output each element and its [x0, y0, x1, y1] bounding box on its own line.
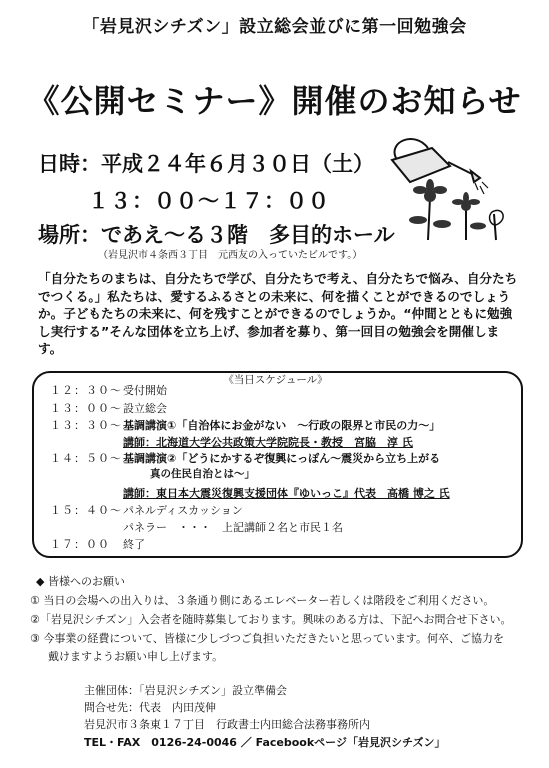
schedule-event: 設立総会: [123, 402, 167, 415]
schedule-time: １７：００: [50, 538, 110, 551]
intro-paragraph: 「自分たちのまちは、自分たちで学び、自分たちで考え、自分たちで悩み、自分たちでつくる。」私たちは、愛するふるさとの未来に、何を描くことができるのでしょうか。子どもたちの未来に、何を残すことができるのでしょうか。“仲間とともに勉強し実行する”そんな団体を立ち上げ、参加者を募り、第一回目の勉強会を開催します。: [38, 271, 518, 356]
schedule-time: １４：５０～: [50, 452, 122, 465]
note-item: ②「岩見沢シチズン」入会者を随時募集しております。興味のある方は、下記へお問合せ下さい。: [30, 613, 512, 626]
schedule-event: 基調講演②「どうにかするぞ復興にっぽん～震災から立ち上がる: [123, 452, 441, 465]
schedule-lecturer: 講師：北海道大学公共政策大学院院長・教授 宮脇 淳 氏: [123, 436, 413, 449]
organizer: 主催団体：「岩見沢シチズン」設立準備会: [84, 684, 288, 697]
note-item-cont: 戴けますようお願い申し上げます。: [48, 650, 224, 663]
tel-fax: TEL・FAX 0126-24-0046 ／ Facebookページ「岩見沢シチズン」: [84, 736, 446, 749]
event-date: 日時：平成２４年６月３０日（土）: [38, 152, 374, 176]
schedule-time: １５：４０～: [50, 504, 122, 517]
schedule-title: 《当日スケジュール》: [223, 374, 328, 386]
watering-can-flowers-illustration: [370, 128, 520, 248]
schedule-panelists: パネラー ・・・ 上記講師２名と市民１名: [123, 521, 343, 534]
schedule-event-cont: 真の住民自治とは～」: [150, 468, 255, 480]
event-subtitle: 「岩見沢シチズン」設立総会並びに第一回勉強会: [82, 17, 467, 37]
note-item: ① 当日の会場への出入りは、３条通り側にあるエレベーター若しくは階段をご利用ください。: [30, 594, 495, 607]
schedule-event: 基調講演①「自治体にお金がない ～行政の限界と市民の力～」: [123, 419, 441, 432]
note-item: ③ 今事業の経費について、皆様に少しづつご負担いただきたいと思っています。何卒、ご協力を: [30, 632, 505, 645]
address: 岩見沢市３条東１７丁目 行政書士内田総合法務事務所内: [84, 718, 370, 731]
page-title: 《公開セミナー》開催のお知らせ: [27, 82, 522, 120]
schedule-lecturer: 講師：東日本大震災復興支援団体『ゆいっこ』代表 高橋 博之 氏: [123, 487, 450, 500]
schedule-time: １３：３０～: [50, 419, 122, 432]
schedule-time: １３：００～: [50, 402, 122, 415]
schedule-event: パネルディスカッション: [123, 504, 243, 517]
event-time: １３：００～１７：００: [88, 189, 330, 213]
notes-heading: ◆ 皆様へのお願い: [36, 575, 125, 588]
schedule-time: １２：３０～: [50, 384, 122, 397]
contact: 問合せ先：代表 内田茂伸: [84, 701, 216, 714]
schedule-event: 受付開始: [123, 384, 167, 397]
schedule-event: 終了: [123, 538, 145, 551]
place-note: （岩見沢市４条西３丁目 元西友の入っていたビルです。）: [98, 250, 363, 261]
event-place: 場所：であえ～る３階 多目的ホール: [38, 223, 395, 247]
